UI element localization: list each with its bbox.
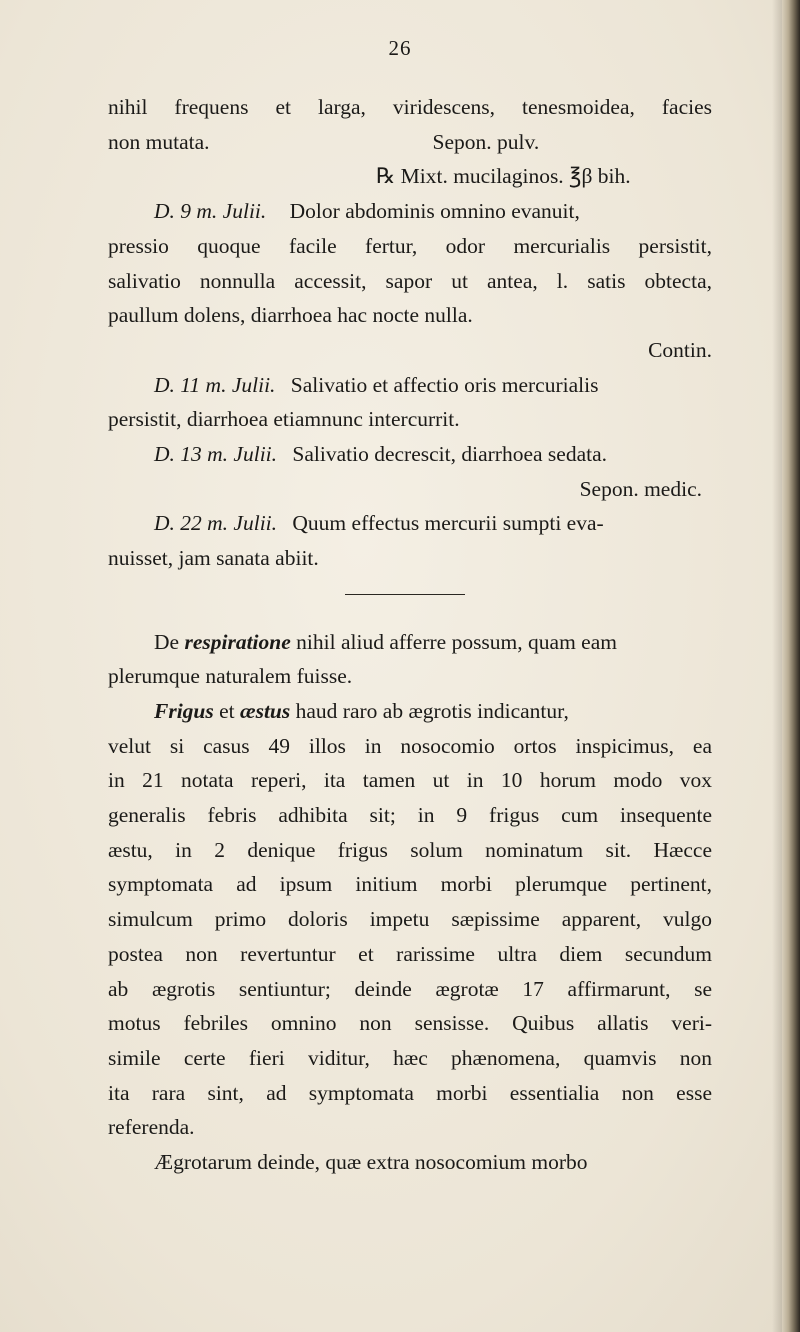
prescription-label: Sepon. medic. bbox=[579, 476, 702, 501]
text-span: De bbox=[154, 629, 180, 654]
text-span: Quum effectus mercurii sumpti eva- bbox=[292, 511, 604, 536]
date-label: D. 9 m. Julii. bbox=[154, 199, 267, 224]
text-span: Dolor abdominis omnino evanuit, bbox=[289, 199, 580, 224]
separator bbox=[108, 576, 712, 611]
emphasis-term: respiratione bbox=[184, 629, 291, 654]
text-line: in 21 notata reperi, ita tamen ut in 10 horum modo vox bbox=[108, 768, 712, 793]
emphasis-term: Frigus bbox=[154, 698, 214, 723]
text-line bbox=[108, 194, 712, 229]
text-line bbox=[108, 694, 712, 729]
separator-rule bbox=[345, 594, 465, 596]
text-line: nuisset, jam sanata abiit. bbox=[108, 546, 319, 571]
text-line: Ægrotarum deinde, quæ extra nosocomium morbo bbox=[154, 1150, 588, 1175]
text-line: ab ægrotis sentiuntur; deinde ægrotæ 17 affirmarunt, se bbox=[108, 976, 712, 1001]
text-line bbox=[108, 368, 712, 403]
text-span: et bbox=[219, 698, 235, 723]
prescription-label: Contin. bbox=[648, 337, 712, 362]
text-line: postea non revertuntur et rarissime ultra diem secundum bbox=[108, 941, 712, 966]
emphasis-term: æstus bbox=[240, 698, 291, 723]
text-line bbox=[108, 437, 712, 472]
prescription-line: ℞ Mixt. mucilaginos. ℥β bih. bbox=[376, 164, 631, 189]
text-line: symptomata ad ipsum initium morbi plerumque pertinent, bbox=[108, 872, 712, 897]
text-line: pressio quoque facile fertur, odor mercurialis persistit, bbox=[108, 233, 712, 258]
prescription-label: Sepon. pulv. bbox=[432, 129, 540, 154]
spacer bbox=[108, 611, 712, 625]
text-line bbox=[108, 506, 712, 541]
date-label: D. 11 m. Julii. bbox=[154, 372, 276, 397]
page-number: 26 bbox=[388, 36, 412, 60]
text-line: nihil frequens et larga, viridescens, tenesmoidea, facies bbox=[108, 95, 712, 119]
text-line: velut si casus 49 illos in nosocomio ortos inspicimus, ea bbox=[108, 733, 712, 758]
text-line bbox=[108, 625, 712, 660]
text-line: simile certe fieri viditur, hæc phænomena, quamvis non bbox=[108, 1045, 712, 1070]
page-edge-shadow bbox=[782, 0, 800, 1332]
date-label: D. 13 m. Julii. bbox=[154, 442, 278, 467]
date-label: D. 22 m. Julii. bbox=[154, 511, 278, 536]
text-span: Salivatio decrescit, diarrhoea sedata. bbox=[292, 442, 608, 467]
text-line: paullum dolens, diarrhoea hac nocte nulla. bbox=[108, 303, 473, 328]
text-line: generalis febris adhibita sit; in 9 frigus cum insequente bbox=[108, 803, 712, 828]
text-span: Salivatio et affectio oris mercurialis bbox=[290, 372, 599, 397]
text-span: haud raro ab ægrotis indicantur, bbox=[295, 698, 569, 723]
text-line: simulcum primo doloris impetu sæpissime apparent, vulgo bbox=[108, 907, 712, 932]
text-line: referenda. bbox=[108, 1115, 195, 1140]
text-line: salivatio nonnulla accessit, sapor ut antea, l. satis obtecta, bbox=[108, 268, 712, 293]
text-line: motus febriles omnino non sensisse. Quibus allatis veri- bbox=[108, 1011, 712, 1036]
text-span: non mutata. bbox=[108, 129, 210, 154]
text-line: persistit, diarrhoea etiamnunc intercurrit. bbox=[108, 407, 460, 432]
page-gutter-shade bbox=[772, 0, 782, 1332]
text-line: plerumque naturalem fuisse. bbox=[108, 664, 353, 689]
text-line: æstu, in 2 denique frigus solum nominatum sit. Hæcce bbox=[108, 837, 712, 862]
text-span: nihil aliud afferre possum, quam eam bbox=[296, 629, 617, 654]
page-body-text bbox=[108, 90, 712, 1180]
text-line bbox=[108, 125, 712, 160]
text-line: ita rara sint, ad symptomata morbi essentialia non esse bbox=[108, 1080, 712, 1105]
